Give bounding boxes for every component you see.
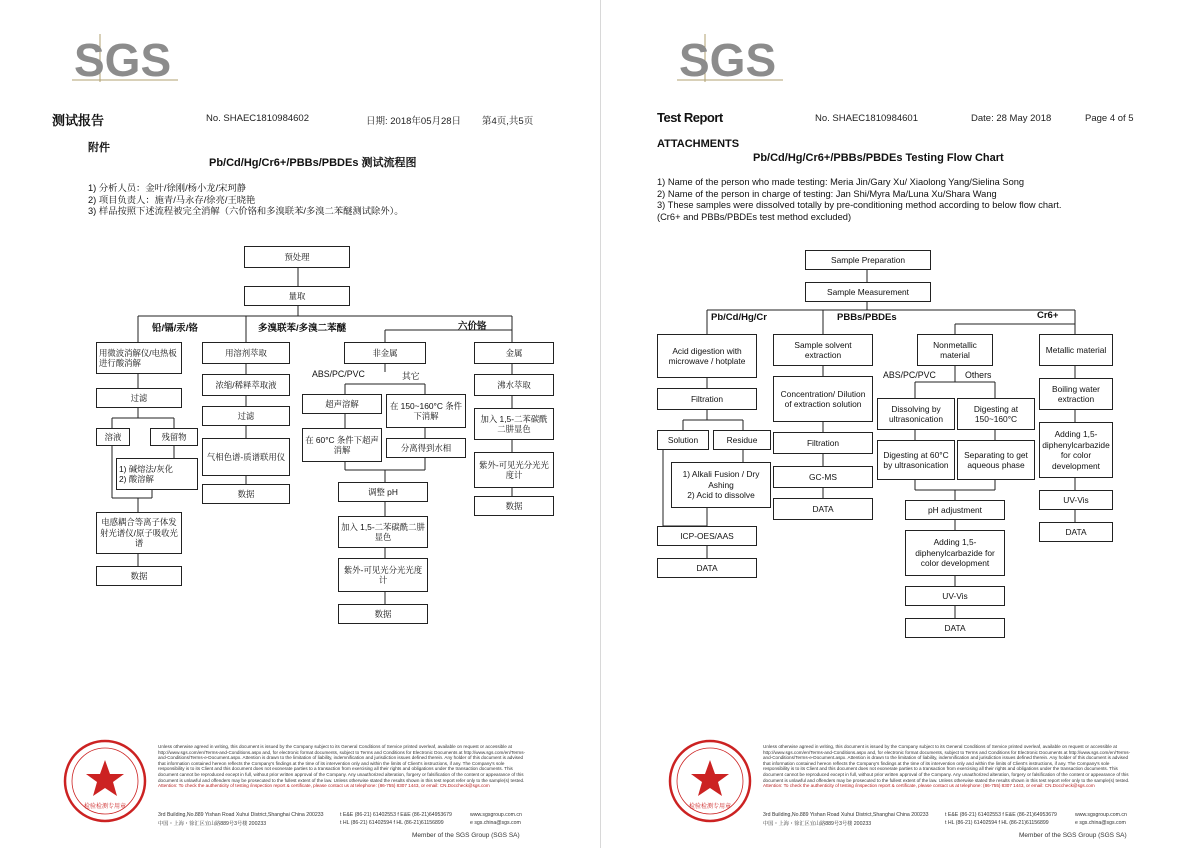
inspection-seal: [62, 738, 148, 824]
step-gcms: GC-MS: [773, 466, 873, 488]
step-alkali-fusion: 1) 碱熔法/灰化 2) 酸溶解: [116, 458, 198, 490]
step-gcms: 气相色谱-质谱联用仪: [202, 438, 290, 476]
branch-label-pbb: 多溴联苯/多溴二苯醚: [258, 323, 347, 334]
page-number: Page 4 of 5: [1085, 113, 1134, 124]
flowchart-title: Pb/Cd/Hg/Cr6+/PBBs/PBDEs 测试流程图: [209, 157, 417, 169]
step-icp: ICP-OES/AAS: [657, 526, 757, 546]
svg-text:检验检测专用章: 检验检测专用章: [688, 803, 732, 810]
step-icp: 电感耦合等离子体发射光谱仪/原子吸收光谱: [96, 512, 182, 554]
attachments-label: ATTACHMENTS: [657, 138, 740, 150]
label-abs: ABS/PC/PVC: [883, 370, 936, 380]
disclaimer-text: Unless otherwise agreed in writing, this document is issued by the Company subject to its General Conditions of Service printed overleaf, available on request or accessible at http://www.sgs.com/en/Terms-and-Conditions.aspx and, for electronic format documents, subject to Terms and Conditions for Electronic Documents at http://www.sgs.com/en/Terms-and-Conditions/Terms-e-Document.aspx. Attention is drawn to the limitation of liability, indemnification and jurisdiction issues defined therein. Any holder of this document is advised that information contained hereon reflects the Company's findings at the time of its intervention only and within the limits of Client's instructions, if any. The Company's sole responsibility is to its Client and this document does not exonerate parties to a transaction from exercising all their rights and obligations under the transaction documents. This document cannot be reproduced except in full, without prior written approval of the Company. Any unauthorized alteration, forgery or falsification of the content or appearance of this document is unlawful and offenders may be prosecuted to the fullest extent of the law. Unless otherwise stated the results shown in this test report refer only to the sample(s) tested.: [158, 744, 526, 783]
report-title: Test Report: [657, 110, 723, 125]
report-page-english: [600, 0, 1200, 848]
step-uvvis-metal: 紫外-可见光分光光度计: [474, 452, 554, 488]
step-adding-dpc-metal: Adding 1,5-diphenylcarbazide for color development: [1039, 422, 1113, 478]
footer-disclaimer: [763, 744, 1133, 789]
step-metallic: Metallic material: [1039, 334, 1113, 366]
step-residue: Residue: [713, 430, 771, 450]
report-date: 日期: 2018年05月28日: [366, 116, 462, 127]
phone-ee: t E&E (86-21) 61402553 f E&E (86-21)64953679: [945, 812, 1057, 818]
step-preprocess: 预处理: [244, 246, 350, 268]
step-ph: 调整 pH: [338, 482, 428, 502]
address-cn: 中国・上海・徐汇区宜山路889号3号楼 200233: [763, 821, 872, 827]
step-boiling-water: Boiling water extraction: [1039, 378, 1113, 410]
step-measure: 量取: [244, 286, 350, 306]
label-others: 其它: [402, 371, 420, 381]
step-alkali-fusion: 1) Alkali Fusion / Dry Ashing 2) Acid to dissolve: [671, 462, 771, 508]
branch-label-metals: 铅/镉/汞/铬: [152, 323, 198, 334]
step-sample-measurement: Sample Measurement: [805, 282, 931, 302]
step-separate: Separating to get aqueous phase: [957, 440, 1035, 480]
flowchart-title: Pb/Cd/Hg/Cr6+/PBBs/PBDEs Testing Flow Chart: [753, 152, 1004, 164]
step-data-metal: 数据: [474, 496, 554, 516]
website[interactable]: www.sgsgroup.com.cn: [1075, 812, 1127, 818]
step-nonmetallic: Nonmetallic material: [917, 334, 993, 366]
email[interactable]: e sgs.china@sgs.com: [470, 820, 521, 826]
report-title: 测试报告: [52, 113, 105, 128]
member-line: Member of the SGS Group (SGS SA): [412, 832, 520, 839]
step-boiling: 沸水萃取: [474, 374, 554, 396]
svg-text:SGS: SGS: [679, 34, 777, 84]
phone-hl: t HL (86-21) 61402594 f HL (86-21)61156899: [340, 820, 444, 826]
step-acid-digestion: Acid digestion with microwave / hotplate: [657, 334, 757, 378]
branch-label-cr6: 六价铬: [458, 321, 487, 332]
step-filtration-pbb: Filtration: [773, 432, 873, 454]
report-date: Date: 28 May 2018: [971, 113, 1052, 124]
step-solvent: 用溶剂萃取: [202, 342, 290, 364]
step-solution: Solution: [657, 430, 709, 450]
step-data-cr: 数据: [338, 604, 428, 624]
step-digest-150: Digesting at 150~160°C: [957, 398, 1035, 430]
address-cn: 中国・上海・徐汇区宜山路889号3号楼 200233: [158, 821, 267, 827]
svg-text:SGS: SGS: [74, 34, 172, 84]
step-separate: 分离得到水相: [386, 438, 466, 458]
step-data-pbb: 数据: [202, 484, 290, 504]
step-add-dpc: 加入 1,5-二苯碳酰二肼显色: [338, 516, 428, 548]
branch-label-metals: Pb/Cd/Hg/Cr: [711, 312, 767, 323]
report-number: No. SHAEC1810984601: [815, 113, 918, 124]
phone-ee: t E&E (86-21) 61402553 f E&E (86-21)64953679: [340, 812, 452, 818]
footer-disclaimer: [158, 744, 528, 789]
step-filter-pbb: 过滤: [202, 406, 290, 426]
note-line: (Cr6+ and PBBs/PBDEs test method excluded): [657, 211, 852, 222]
email[interactable]: e sgs.china@sgs.com: [1075, 820, 1126, 826]
step-metal: 金属: [474, 342, 554, 364]
step-uvvis: 紫外-可见光分光光度计: [338, 558, 428, 592]
page-number: 第4页,共5页: [482, 116, 534, 127]
label-others: Others: [965, 370, 992, 380]
step-digest-150: 在 150~160°C 条件下消解: [386, 394, 466, 428]
step-ph-adjustment: pH adjustment: [905, 500, 1005, 520]
step-data-metal: DATA: [1039, 522, 1113, 542]
inspection-seal: [667, 738, 753, 824]
attachments-label: 附件: [88, 142, 110, 154]
address-en: 3rd Building,No.889 Yishan Road Xuhui District,Shanghai China 200233: [763, 812, 929, 818]
note-line: 1) Name of the person who made testing: Meria Jin/Gary Xu/ Xiaolong Yang/Sielina Song: [657, 177, 1025, 187]
step-nonmetal: 非金属: [344, 342, 426, 364]
step-ultrasonication: Dissolving by ultrasonication: [877, 398, 955, 430]
attention-text: Attention: To check the authenticity of testing /inspection report & certificate, please contact us at telephone: (86-755) 8307 1443, or email: CN.Doccheck@sgs.com: [158, 783, 490, 789]
step-uvvis-metal: UV-Vis: [1039, 490, 1113, 510]
svg-text:检验检测专用章: 检验检测专用章: [83, 803, 127, 810]
phone-hl: t HL (86-21) 61402594 f HL (86-21)61156899: [945, 820, 1049, 826]
step-digest-60: Digesting at 60°C by ultrasonication: [877, 440, 955, 480]
note-line: 2) 项目负责人：施青/马永存/徐亮/王晓艳: [88, 194, 256, 205]
step-residue: 残留物: [150, 428, 198, 446]
disclaimer-text: Unless otherwise agreed in writing, this document is issued by the Company subject to its General Conditions of Service printed overleaf, available on request or accessible at http://www.sgs.com/en/Terms-and-Conditions.aspx and, for electronic format documents, subject to Terms and Conditions for Electronic Documents at http://www.sgs.com/en/Terms-and-Conditions/Terms-e-Document.aspx. Attention is drawn to the limitation of liability, indemnification and jurisdiction issues defined therein. Any holder of this document is advised that information contained hereon reflects the Company's findings at the time of its intervention only and within the limits of Client's instructions, if any. The Company's sole responsibility is to its Client and this document does not exonerate parties to a transaction from exercising all their rights and obligations under the transaction documents. This document cannot be reproduced except in full, without prior written approval of the Company. Any unauthorized alteration, forgery or falsification of the content or appearance of this document is unlawful and offenders may be prosecuted to the fullest extent of the law. Unless otherwise stated the results shown in this test report refer only to the sample(s) tested.: [763, 744, 1131, 783]
step-concentration: Concentration/ Dilution of extraction solution: [773, 376, 873, 422]
step-add-dpc-metal: 加入 1,5-二苯碳酰二肼显色: [474, 408, 554, 440]
step-solvent-extraction: Sample solvent extraction: [773, 334, 873, 366]
step-sample-preparation: Sample Preparation: [805, 250, 931, 270]
address-en: 3rd Building,No.889 Yishan Road Xuhui District,Shanghai China 200233: [158, 812, 324, 818]
step-data-metals: 数据: [96, 566, 182, 586]
step-microwave: 用微波消解仪/电热板进行酸消解: [96, 342, 182, 374]
step-digest-60: 在 60°C 条件下超声消解: [302, 428, 382, 462]
note-line: 3) These samples were dissolved totally by pre-conditioning method according to below flow chart.: [657, 200, 1062, 211]
label-abs: ABS/PC/PVC: [312, 369, 365, 379]
step-filtration: Filtration: [657, 388, 757, 410]
note-line: 3) 样品按照下述流程被完全消解（六价铬和多溴联苯/多溴二苯醚测试除外）。: [88, 206, 404, 217]
website[interactable]: www.sgsgroup.com.cn: [470, 812, 522, 818]
step-data-metals: DATA: [657, 558, 757, 578]
step-ultrasonic: 超声溶解: [302, 394, 382, 414]
step-adding-dpc: Adding 1,5-diphenylcarbazide for color development: [905, 530, 1005, 576]
step-filter: 过滤: [96, 388, 182, 408]
note-line: 1) 分析人员：金叶/徐刚/杨小龙/宋珂静: [88, 183, 247, 193]
step-data-pbb: DATA: [773, 498, 873, 520]
step-uvvis: UV-Vis: [905, 586, 1005, 606]
branch-label-cr6: Cr6+: [1037, 310, 1059, 321]
note-line: 2) Name of the person in charge of testing: Jan Shi/Myra Ma/Luna Xu/Shara Wang: [657, 188, 997, 199]
step-concentrate: 浓缩/稀释萃取液: [202, 374, 290, 396]
branch-label-pbb: PBBs/PBDEs: [837, 312, 897, 323]
member-line: Member of the SGS Group (SGS SA): [1019, 832, 1127, 839]
step-data-cr: DATA: [905, 618, 1005, 638]
report-number: No. SHAEC1810984602: [206, 113, 309, 124]
step-solution: 溶液: [96, 428, 130, 446]
attention-text: Attention: To check the authenticity of testing /inspection report & certificate, please contact us at telephone: (86-755) 8307 1443, or email: CN.Doccheck@sgs.com: [763, 783, 1095, 789]
